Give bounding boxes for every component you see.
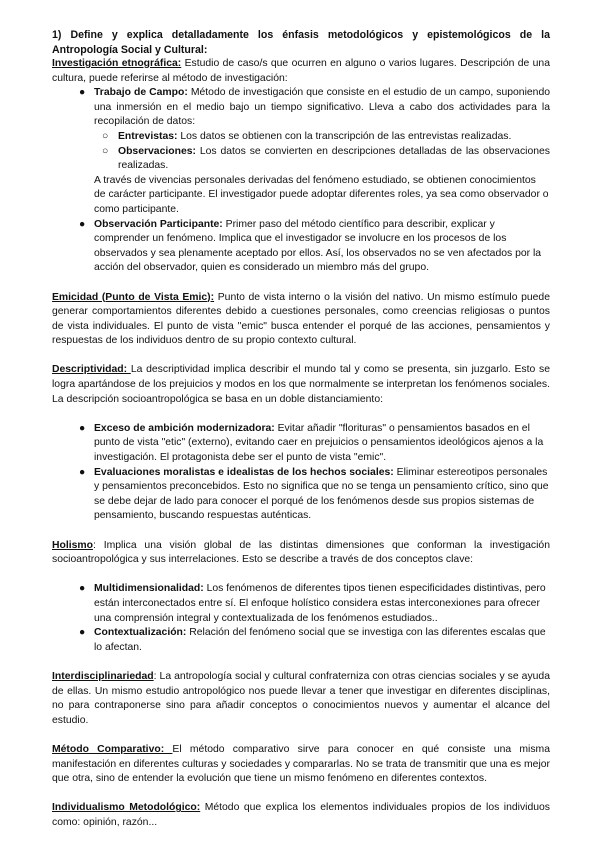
bullet-icon: ● (79, 583, 86, 595)
term-interdisciplinariedad: Interdisciplinariedad (52, 670, 154, 682)
bullet-icon: ● (79, 218, 86, 230)
paragraph-investigacion-etnografica (52, 57, 550, 86)
list-item-evaluaciones-moralistas (52, 466, 550, 524)
bullet-icon: ● (79, 422, 86, 434)
term-trabajo-de-campo: Trabajo de Campo: (94, 87, 188, 99)
term-holismo: Holismo (52, 539, 93, 551)
text-multidimensionalidad: Los fenómenos de diferentes tipos tienen especificidades distintivas, pero están interconectados entre sí. El enfoque holístico considera estas interconexiones para ofrecer una comprensión integral y contextualizada de los fenómenos estudiados.. (94, 583, 546, 624)
text-holismo: : Implica una visión global de las distintas dimensiones que conforman la investigación socioantropológica y sus interrelaciones. Esto se describe a través de dos conceptos clave: (52, 539, 550, 566)
list-item-trabajo-de-campo (52, 86, 550, 174)
hollow-bullet-icon: ○ (102, 130, 109, 142)
text-entrevistas: Los datos se obtienen con la transcripción de las entrevistas realizadas. (177, 130, 512, 142)
paragraph-metodo-comparativo (52, 743, 550, 787)
hollow-bullet-icon: ○ (102, 145, 109, 157)
paragraph-individualismo (52, 801, 550, 830)
bullet-icon: ● (79, 466, 86, 478)
text-individualismo: Método que explica los elementos individuales propios de los individuos como: opinión, razón... (52, 802, 550, 828)
bullet-icon: ● (79, 87, 86, 99)
paragraph-interdisciplinariedad (52, 670, 550, 728)
holismo-list (52, 582, 550, 655)
text-observacion-participante: Primer paso del método científico para describir, explicar y comprender un fenómeno. Implica que el investigador se involucre en los procesos de los observados y sea plenamente aceptado por ellos. Así, los observados no se ven afectados por la acción del observador, quien es considerado un miembro más del grupo. (94, 218, 542, 274)
text-observaciones: Los datos se convierten en descripciones detalladas de las observaciones realizadas. (118, 145, 550, 172)
paragraph-vivencias: A través de vivencias personales derivadas del fenómeno estudiado, se obtienen conocimientos de carácter participante. El investigador puede adoptar diferentes roles, ya sea como observador o como participante. (94, 174, 549, 215)
term-metodo-comparativo: Método Comparativo: (52, 743, 173, 755)
term-multidimensionalidad: Multidimensionalidad: (94, 583, 204, 595)
paragraph-descriptividad (52, 363, 550, 407)
term-exceso-ambicion: Exceso de ambición modernizadora: (94, 422, 275, 434)
text-contextualizacion: Relación del fenómeno social que se investiga con las diferentes escalas que lo afectan. (94, 627, 546, 653)
descriptividad-list (52, 422, 550, 524)
text-investigacion-etnografica: Estudio de caso/s que ocurren en alguno o varios lugares. Descripción de una cultura, puede referirse al método de investigación: (52, 58, 550, 84)
text-trabajo-de-campo: Método de investigación que consiste en el estudio de un campo, suponiendo una inmersión en el medio bajo un tiempo significativo. Lleva a cabo dos actividades para la recopilación de datos: (94, 87, 550, 128)
text-exceso-ambicion: Evitar añadir "florituras" o pensamientos basados en el punto de vista "etic" (externo), evitando caer en prejuicios o pensamientos ideológicos ajenos a la investigación. El protagonista debe ser el punto de vista "emic". (94, 422, 544, 464)
text-emicidad: Punto de vista interno o la visión del nativo. Un mismo estímulo puede generar comportamientos diferentes debido a cuestiones personales, como creencias religiosas o puntos de vista individuales. El punto de vista "emic" busca entender el porqué de las acciones, pensamientos y respuestas de los individuos dentro de su propio contexto cultural. (52, 291, 550, 347)
text-evaluaciones-moralistas: Eliminar estereotipos personales y pensamientos preconcebidos. Esto no significa que no se tenga un pensamiento crítico, sino que se debe dejar de lado para conocer el porqué de los fenómenos desde sus propios sistemas de pensamiento, buscando respuestas auténticas. (94, 466, 549, 522)
participante-list (52, 218, 550, 276)
list-item-exceso-ambicion (52, 422, 550, 466)
term-observacion-participante: Observación Participante: (94, 218, 223, 230)
document-page (52, 28, 550, 830)
list-item-contextualizacion (52, 626, 550, 655)
text-interdisciplinariedad: : La antropología social y cultural confraterniza con otras ciencias sociales y se ayuda de ellas. Un mismo estudio antropológico nos puede llevar a tener que investigar en diferentes disciplinas, no para contraponerse sino para añadir conceptos o conocimientos nuevos y aumentar el alcance del estudio. (52, 670, 550, 726)
text-metodo-comparativo: El método comparativo sirve para conocer en qué consiste una misma manifestación en diferentes culturas y sociedades y compararlas. No se trata de transmitir que una es mejor que otra, sino de entender la evolución que tiene un mismo fenómeno en diferentes contextos. (52, 743, 550, 785)
trabajo-sublist (94, 130, 550, 174)
term-investigacion-etnografica: Investigación etnográfica: (52, 58, 182, 69)
term-entrevistas: Entrevistas: (118, 130, 178, 142)
paragraph-holismo (52, 539, 550, 568)
text-descriptividad: La descriptividad implica describir el mundo tal y como se presenta, sin juzgarlo. Esto se logra apartándose de los prejuicios y modos en los que normalmente se interpretan los fenómenos sociales. La descripción socioantropológica se basa en un doble distanciamiento: (52, 364, 550, 405)
term-contextualizacion: Contextualización: (94, 627, 187, 639)
bullet-icon: ● (79, 627, 86, 639)
list-item-observaciones (94, 145, 550, 174)
list-item-observacion-participante (52, 218, 550, 276)
term-evaluaciones-moralistas: Evaluaciones moralistas e idealistas de los hechos sociales: (94, 466, 394, 478)
term-emicidad: Emicidad (Punto de Vista Emic): (52, 291, 215, 303)
term-individualismo: Individualismo Metodológico: (52, 802, 201, 814)
etnografia-list (52, 86, 550, 174)
term-observaciones: Observaciones: (118, 145, 196, 157)
list-item-entrevistas (94, 130, 550, 145)
question-title: 1) Define y explica detalladamente los énfasis metodológicos y epistemológicos de la Antropología Social y Cultural: (52, 29, 550, 56)
list-item-multidimensionalidad (52, 582, 550, 626)
paragraph-emicidad (52, 291, 550, 349)
term-descriptividad: Descriptividad: (52, 364, 131, 376)
